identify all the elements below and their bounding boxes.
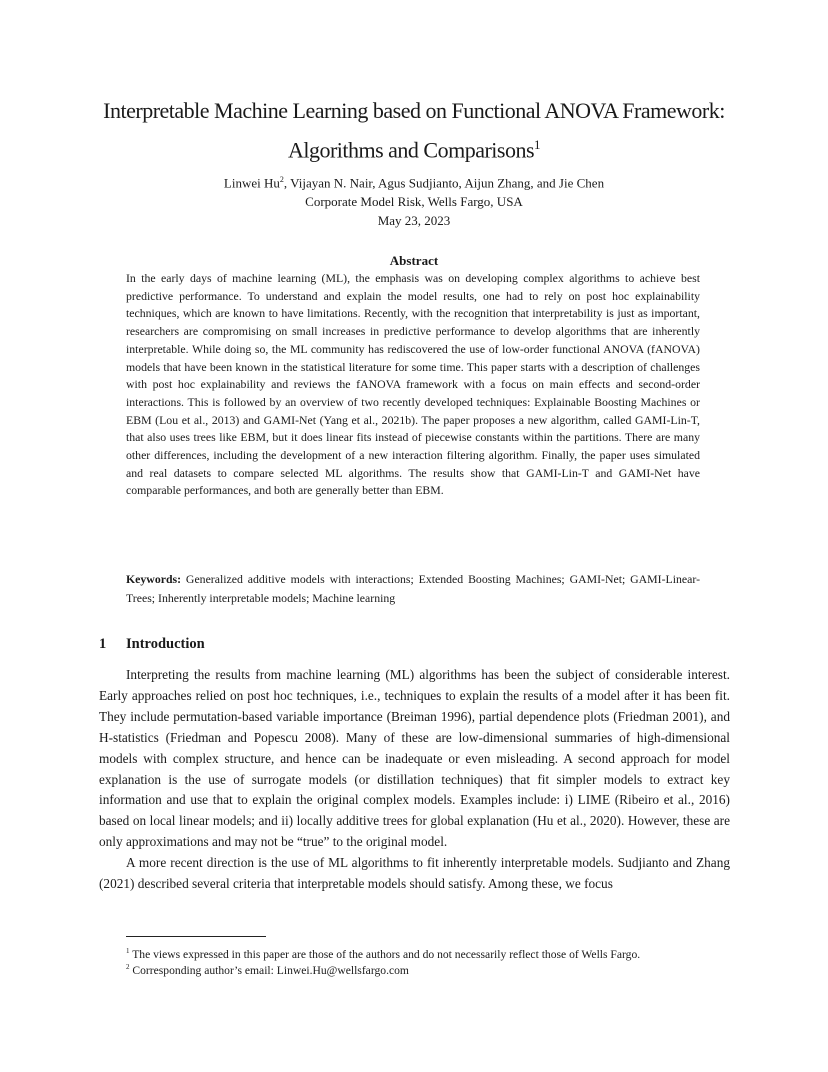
introduction-body: [99, 665, 730, 895]
introduction-paragraph-1: Interpreting the results from machine learning (ML) algorithms has been the subject of considerable interest. Early approaches relied on post hoc techniques, i.e., techniques to explain the results of a model after it has been fit. They include permutation-based variable importance (Breiman 1996), partial dependence plots (Friedman 2001), and H-statistics (Friedman and Popescu 2008). Many of these are low-dimensional summaries of high-dimensional models with complex structure, and hence can be inadequate or even misleading. A second approach for model explanation is the use of surrogate models (or distillation techniques) that fit simpler models to extract key information and use that to explain the original complex models. Examples include: i) LIME (Ribeiro et al., 2016) based on local linear models; and ii) locally additive trees for global explanation (Hu et al., 2020). However, these are only approximations and may not be “true” to the original model.: [99, 667, 730, 850]
section-number: 1: [99, 636, 107, 652]
footnote-1-text: The views expressed in this paper are those of the authors and do not necessarily reflect those of Wells Fargo.: [129, 947, 641, 961]
other-authors: , Vijayan N. Nair, Agus Sudjianto, Aijun Zhang, and Jie Chen: [283, 175, 605, 191]
footnote-2-mark: 2: [126, 963, 130, 971]
paper-title-text: Algorithms and Comparisons: [287, 137, 535, 163]
affiliation: Corporate Model Risk, Wells Fargo, USA: [305, 194, 523, 209]
first-author: Linwei Hu: [223, 175, 280, 191]
footnote-1-mark: 1: [126, 947, 130, 955]
author-footnote-mark: 2: [279, 175, 284, 184]
title-footnote-mark: 1: [534, 137, 541, 152]
author-list: [60, 176, 768, 189]
footnote-divider: [126, 936, 266, 937]
paper-title-line-2: [60, 138, 768, 161]
keywords: [126, 570, 700, 608]
paper-date: May 23, 2023: [377, 213, 451, 228]
section-heading-introduction: [99, 636, 205, 653]
footnote-2: [126, 960, 730, 978]
introduction-paragraph-2: A more recent direction is the use of ML algorithms to fit inherently interpretable models. Sudjianto and Zhang (2021) described several criteria that interpretable models should satisfy. Among these, we focus: [99, 855, 730, 892]
footnote-2-text: Corresponding author’s email: Linwei.Hu@wellsfargo.com: [129, 963, 409, 977]
keywords-text: Generalized additive models with interactions; Extended Boosting Machines; GAMI-Net; GAMI-Linear-Trees; Inherently interpretable models; Machine learning: [126, 572, 700, 605]
keywords-label: Keywords:: [126, 572, 182, 586]
abstract-heading: Abstract: [389, 253, 439, 268]
paper-title-line-1: Interpretable Machine Learning based on Functional ANOVA Framework:: [103, 98, 725, 123]
section-title: Introduction: [126, 636, 205, 652]
abstract-text: In the early days of machine learning (ML), the emphasis was on developing complex algorithms to achieve best predictive performance. To understand and explain the model results, one had to rely on post hoc explainability techniques, which are known to have limitations. Recently, with the recognition that interpretability is just as important, researchers are compromising on small increases in predictive performance to develop algorithms that are inherently interpretable. While doing so, the ML community has rediscovered the use of low-order functional ANOVA (fANOVA) models that have been known in the statistical literature for some time. This paper starts with a description of challenges with post hoc explainability and reviews the fANOVA framework with a focus on main effects and second-order interactions. This is followed by an overview of two recently developed techniques: Explainable Boosting Machines or EBM (Lou et al., 2013) and GAMI-Net (Yang et al., 2021b). The paper proposes a new algorithm, called GAMI-Lin-T, that also uses trees like EBM, but it does linear fits instead of piecewise constants within the partitions. There are many other differences, including the development of a new interaction filtering algorithm. Finally, the paper uses simulated and real datasets to compare selected ML algorithms. The results show that GAMI-Lin-T and GAMI-Net have comparable performances, and both are generally better than EBM.: [126, 271, 700, 498]
